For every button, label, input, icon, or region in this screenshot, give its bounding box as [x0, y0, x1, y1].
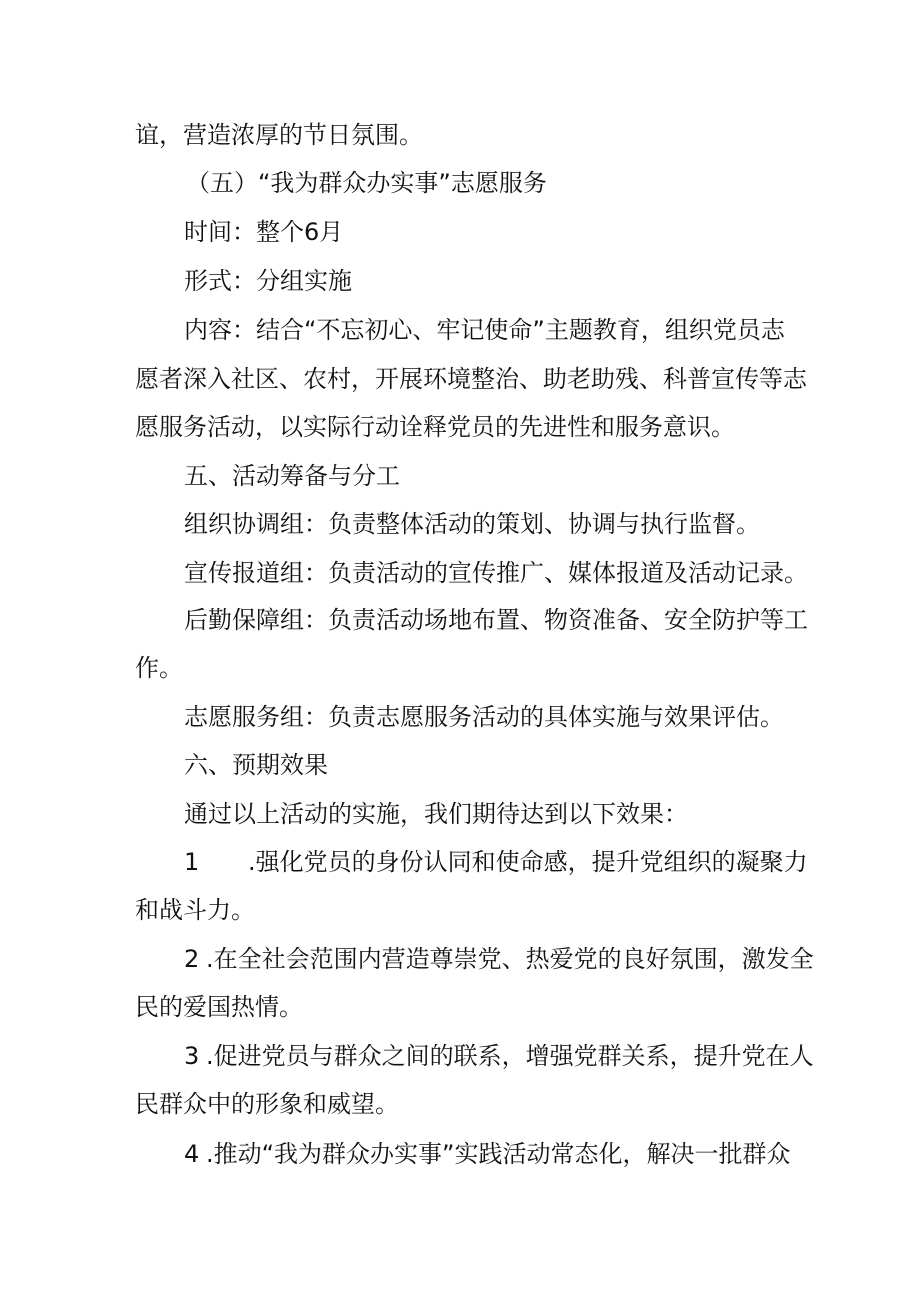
list-item-text: .推动“我为群众办实事”实践活动常态化，解决一批群众	[206, 1140, 791, 1168]
list-item-text: .强化党员的身份认同和使命感，提升党组织的凝聚力	[248, 848, 808, 876]
paragraph-line: 谊，营造浓厚的节日氛围。	[135, 121, 423, 149]
paragraph-line: 愿者深入社区、农村，开展环境整治、助老助残、科普宣传等志	[135, 365, 807, 393]
section-heading: 六、预期效果	[184, 751, 328, 779]
paragraph-line: 通过以上活动的实施，我们期待达到以下效果：	[184, 800, 688, 828]
section-heading: （五）“我为群众办实事”志愿服务	[186, 169, 547, 197]
list-number: 3	[184, 1042, 200, 1070]
section-heading: 五、活动筹备与分工	[184, 462, 400, 490]
list-item-text: 和战斗力。	[135, 896, 255, 924]
list-item-text: 民群众中的形象和威望。	[135, 1090, 399, 1118]
paragraph-line: 志愿服务组：负责志愿服务活动的具体实施与效果评估。	[184, 703, 784, 731]
list-number: 1	[184, 848, 200, 876]
paragraph-line: 形式：分组实施	[184, 267, 352, 295]
paragraph-line: 后勤保障组：负责活动场地布置、物资准备、安全防护等工	[184, 606, 808, 634]
paragraph-line: 宣传报道组：负责活动的宣传推广、媒体报道及活动记录。	[184, 559, 808, 587]
paragraph-line: 组织协调组：负责整体活动的策划、协调与执行监督。	[184, 510, 760, 538]
paragraph-line: 愿服务活动，以实际行动诠释党员的先进性和服务意识。	[135, 413, 735, 441]
list-number: 4	[184, 1140, 200, 1168]
paragraph-line: 作。	[135, 654, 183, 682]
list-item-text: .在全社会范围内营造尊崇党、热爱党的良好氛围，激发全	[206, 945, 814, 973]
list-number: 2	[184, 945, 200, 973]
paragraph-line: 时间：整个6月	[184, 218, 344, 246]
list-item-text: .促进党员与群众之间的联系，增强党群关系，提升党在人	[206, 1042, 814, 1070]
list-item-text: 民的爱国热情。	[135, 993, 303, 1021]
paragraph-line: 内容：结合“不忘初心、牢记使命”主题教育，组织党员志	[184, 316, 785, 344]
